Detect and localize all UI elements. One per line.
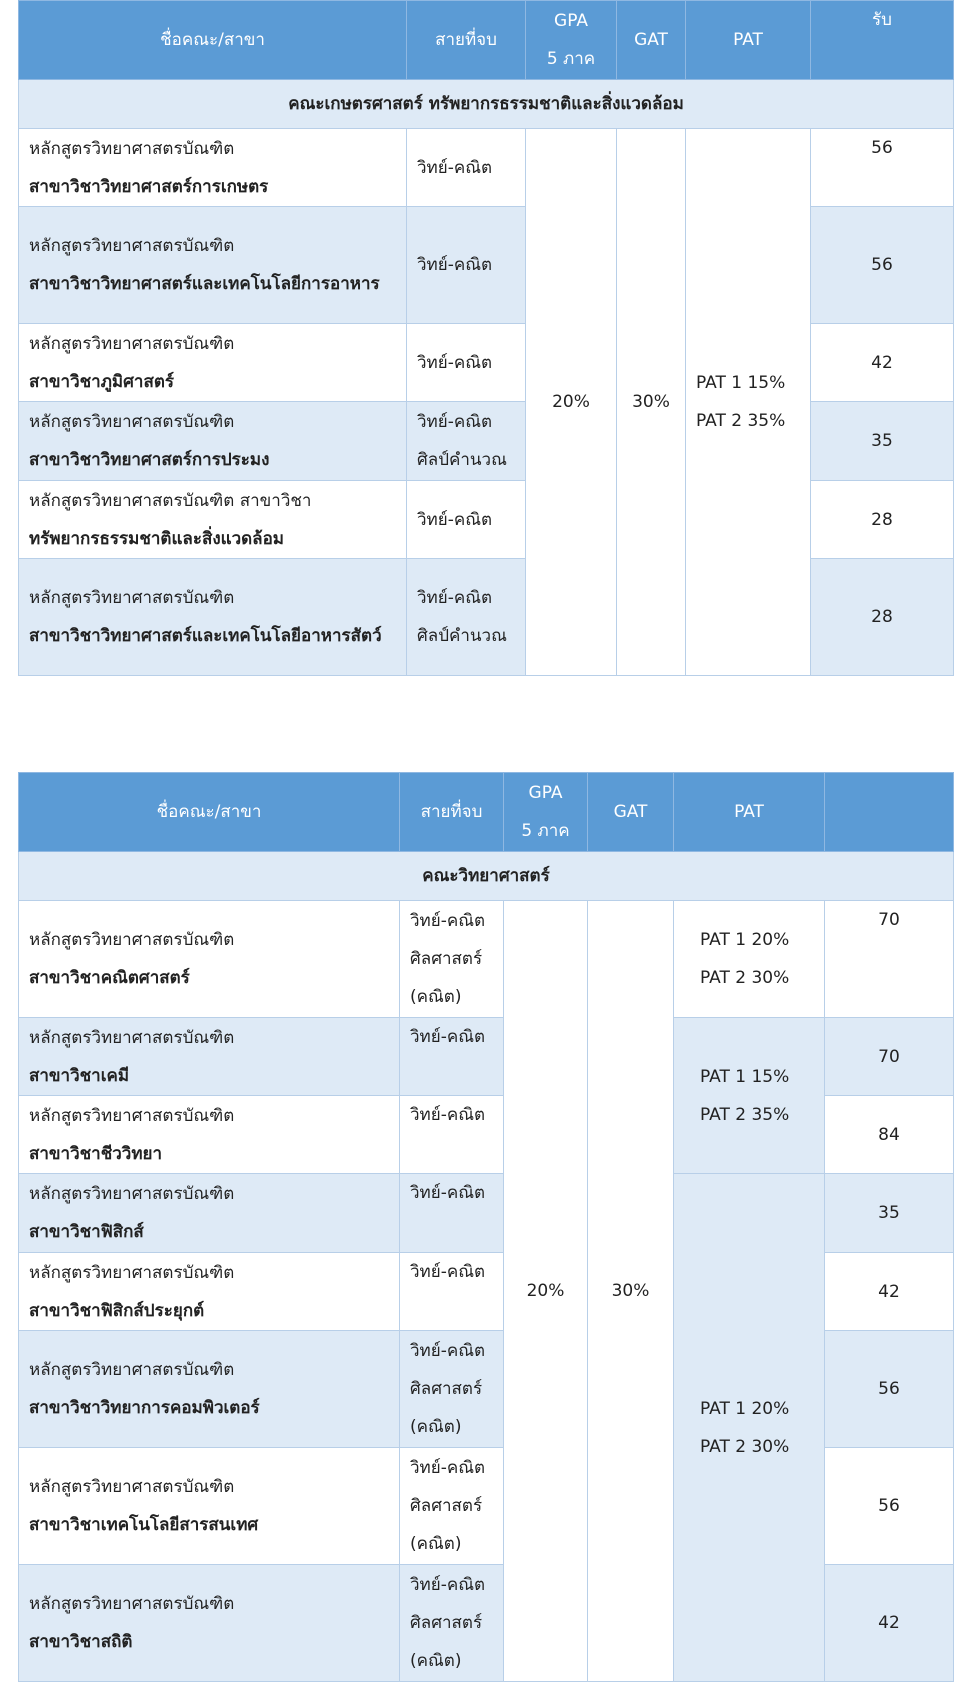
table-header-row: [19, 773, 954, 852]
pat-1-weight: PAT 1 20%: [700, 930, 790, 950]
seats-value: 84: [825, 1096, 954, 1174]
program-prefix: หลักสูตรวิทยาศาสตรบัณฑิต: [29, 588, 235, 608]
program-name: [19, 901, 400, 1018]
program-major: สาขาวิชาสถิติ: [29, 1632, 133, 1652]
pat-value: [674, 1174, 825, 1682]
gpa-value: 20%: [504, 901, 588, 1682]
track-cell: [400, 1096, 504, 1174]
seats-value: 28: [811, 481, 954, 559]
track-value: (คณิต): [410, 1534, 462, 1554]
program-major: สาขาวิชาเคมี: [29, 1065, 130, 1086]
program-prefix: หลักสูตรวิทยาศาสตรบัณฑิต: [29, 138, 235, 159]
track-value: ศิลศาสตร์: [410, 1613, 483, 1633]
program-name: [19, 402, 407, 481]
seats-value: 56: [825, 1331, 954, 1448]
program-name: [19, 559, 407, 676]
table-row: [19, 901, 954, 1018]
faculty-title: คณะวิทยาศาสตร์: [19, 852, 954, 901]
program-name: [19, 1174, 400, 1253]
seats-value: 70: [825, 901, 954, 1018]
program-prefix: หลักสูตรวิทยาศาสตรบัณฑิต: [29, 1184, 235, 1204]
track-value: วิทย์-คณิต: [417, 352, 493, 373]
seats-value: 42: [811, 324, 954, 402]
track-cell: [400, 1174, 504, 1253]
track-value: วิทย์-คณิต: [410, 1575, 486, 1595]
pat-2-weight: PAT 2 35%: [700, 1104, 790, 1125]
program-prefix: หลักสูตรวิทยาศาสตรบัณฑิต สาขาวิชา: [29, 490, 312, 511]
program-major: สาขาวิชาฟิสิกส์: [29, 1222, 144, 1242]
track-value: วิทย์-คณิต: [417, 588, 493, 608]
pat-value: [674, 901, 825, 1018]
track-value: ศิลป์คำนวณ: [417, 626, 507, 646]
program-name: [19, 207, 407, 324]
track-value: วิทย์-คณิต: [410, 1262, 486, 1282]
pat-value: [686, 129, 811, 676]
admission-table-agriculture: [18, 0, 954, 676]
program-name: [19, 1448, 400, 1565]
header-gat: GAT: [588, 773, 674, 852]
track-cell: [407, 129, 526, 207]
program-major: สาขาวิชาฟิสิกส์ประยุกต์: [29, 1300, 205, 1321]
program-major: สาขาวิชาวิทยาศาสตร์และเทคโนโลยีการอาหาร: [29, 274, 380, 294]
program-prefix: หลักสูตรวิทยาศาสตรบัณฑิต: [29, 1594, 235, 1614]
table-row: [19, 481, 954, 559]
program-name: [19, 1018, 400, 1096]
header-gpa-line1: GPA: [554, 11, 588, 31]
gpa-value: 20%: [526, 129, 617, 676]
track-value: วิทย์-คณิต: [417, 255, 493, 275]
track-cell: [400, 1331, 504, 1448]
pat-1-weight: PAT 1 15%: [696, 373, 786, 393]
program-prefix: หลักสูตรวิทยาศาสตรบัณฑิต: [29, 930, 235, 950]
table-row: [19, 1174, 954, 1253]
pat-value: [674, 1018, 825, 1174]
track-cell: [407, 324, 526, 402]
program-name: [19, 1331, 400, 1448]
program-major: สาขาวิชาคณิตศาสตร์: [29, 968, 190, 988]
program-prefix: หลักสูตรวิทยาศาสตรบัณฑิต: [29, 1027, 235, 1048]
track-value: (คณิต): [410, 987, 462, 1007]
seats-value: 42: [825, 1565, 954, 1682]
program-name: [19, 1096, 400, 1174]
track-cell: [407, 402, 526, 481]
program-major: สาขาวิชาวิทยาศาสตร์การประมง: [29, 450, 270, 470]
program-name: [19, 481, 407, 559]
track-cell: [400, 1565, 504, 1682]
program-name: [19, 1253, 400, 1331]
track-cell: [400, 1018, 504, 1096]
program-major: สาขาวิชาวิทยาศาสตร์การเกษตร: [29, 176, 269, 197]
seats-value: 35: [825, 1174, 954, 1253]
header-gpa-line2: 5 ภาค: [546, 49, 596, 69]
program-prefix: หลักสูตรวิทยาศาสตรบัณฑิต: [29, 1262, 235, 1283]
program-prefix: หลักสูตรวิทยาศาสตรบัณฑิต: [29, 333, 235, 354]
program-major: สาขาวิชาเทคโนโลยีสารสนเทศ: [29, 1515, 259, 1535]
program-major: สาขาวิชาภูมิศาสตร์: [29, 371, 175, 392]
pat-2-weight: PAT 2 30%: [700, 968, 790, 988]
track-value: วิทย์-คณิต: [417, 412, 493, 432]
pat-2-weight: PAT 2 30%: [700, 1436, 790, 1457]
header-seats: รับ: [811, 1, 954, 80]
track-value: ศิลศาสตร์: [410, 949, 483, 969]
program-prefix: หลักสูตรวิทยาศาสตรบัณฑิต: [29, 1360, 235, 1380]
faculty-title: คณะเกษตรศาสตร์ ทรัพยากรธรรมชาติและสิ่งแวดล้อม: [19, 80, 954, 129]
header-gpa: [504, 773, 588, 852]
track-value: (คณิต): [410, 1651, 462, 1671]
admission-table-science: [18, 772, 954, 1682]
program-prefix: หลักสูตรวิทยาศาสตรบัณฑิต: [29, 236, 235, 256]
seats-value: 35: [811, 402, 954, 481]
track-cell: [407, 559, 526, 676]
table-row: [19, 324, 954, 402]
faculty-row: [19, 852, 954, 901]
table-header-row: [19, 1, 954, 80]
track-cell: [407, 207, 526, 324]
header-name: ชื่อคณะ/สาขา: [19, 1, 407, 80]
track-value: วิทย์-คณิต: [410, 1183, 486, 1203]
pat-1-weight: PAT 1 20%: [700, 1398, 790, 1419]
program-prefix: หลักสูตรวิทยาศาสตรบัณฑิต: [29, 1477, 235, 1497]
header-track: สายที่จบ: [407, 1, 526, 80]
program-name: [19, 129, 407, 207]
seats-value: 70: [825, 1018, 954, 1096]
track-cell: [400, 1448, 504, 1565]
gat-value: 30%: [617, 129, 686, 676]
program-prefix: หลักสูตรวิทยาศาสตรบัณฑิต: [29, 1105, 235, 1126]
track-value: วิทย์-คณิต: [410, 1341, 486, 1361]
program-major: ทรัพยากรธรรมชาติและสิ่งแวดล้อม: [29, 528, 284, 549]
header-pat: PAT: [674, 773, 825, 852]
seats-value: 28: [811, 559, 954, 676]
track-cell: [400, 1253, 504, 1331]
gat-value: 30%: [588, 901, 674, 1682]
program-name: [19, 1565, 400, 1682]
seats-value: 56: [811, 207, 954, 324]
track-value: วิทย์-คณิต: [417, 157, 493, 178]
header-gpa-line2: 5 ภาค: [521, 821, 570, 841]
track-cell: [400, 901, 504, 1018]
track-value: วิทย์-คณิต: [417, 509, 493, 530]
seats-value: 56: [825, 1448, 954, 1565]
seats-value: 56: [811, 129, 954, 207]
pat-1-weight: PAT 1 15%: [700, 1066, 790, 1087]
table-row: [19, 1018, 954, 1096]
track-value: วิทย์-คณิต: [410, 1105, 486, 1125]
track-value: วิทย์-คณิต: [410, 1027, 486, 1047]
track-value: ศิลศาสตร์: [410, 1496, 483, 1516]
pat-2-weight: PAT 2 35%: [696, 411, 786, 431]
table-row: [19, 207, 954, 324]
track-value: ศิลป์คำนวณ: [417, 450, 507, 470]
track-value: วิทย์-คณิต: [410, 911, 486, 931]
faculty-row: [19, 80, 954, 129]
table-row: [19, 559, 954, 676]
track-value: ศิลศาสตร์: [410, 1379, 483, 1399]
track-cell: [407, 481, 526, 559]
program-prefix: หลักสูตรวิทยาศาสตรบัณฑิต: [29, 412, 235, 432]
header-seats: [825, 773, 954, 852]
program-major: สาขาวิชาวิทยาการคอมพิวเตอร์: [29, 1398, 260, 1418]
track-value: วิทย์-คณิต: [410, 1458, 486, 1478]
header-track: สายที่จบ: [400, 773, 504, 852]
header-gpa-line1: GPA: [528, 783, 563, 803]
table-row: [19, 402, 954, 481]
track-value: (คณิต): [410, 1417, 462, 1437]
program-major: สาขาวิชาวิทยาศาสตร์และเทคโนโลยีอาหารสัตว์: [29, 626, 382, 646]
header-gpa: [526, 1, 617, 80]
program-name: [19, 324, 407, 402]
program-major: สาขาวิชาชีววิทยา: [29, 1143, 163, 1164]
seats-value: 42: [825, 1253, 954, 1331]
header-pat: PAT: [686, 1, 811, 80]
table-row: [19, 129, 954, 207]
header-gat: GAT: [617, 1, 686, 80]
header-name: ชื่อคณะ/สาขา: [19, 773, 400, 852]
